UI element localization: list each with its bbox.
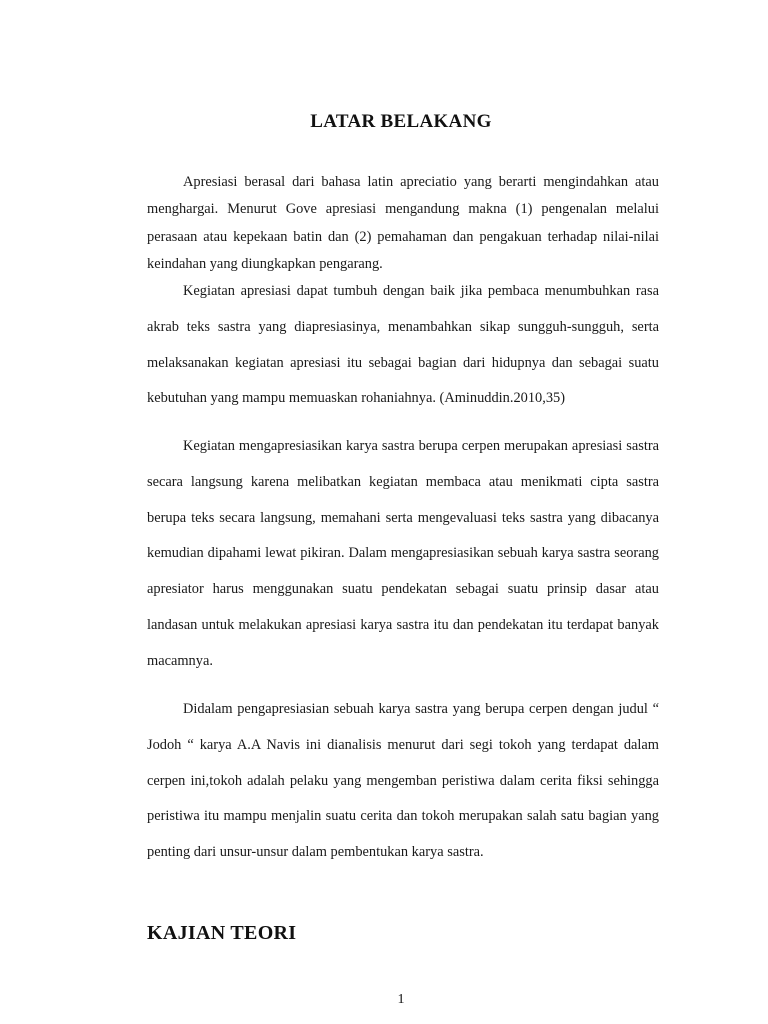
paragraph-mengapresiasikan-cerpen: Kegiatan mengapresiasikan karya sastra berupa cerpen merupakan apresiasi sastra secara langsung karena melibatkan kegiatan membaca atau menikmati cipta sastra berupa teks secara langsung, memahani serta mengevaluasi teks sastra yang dibacanya kemudian dipahami lewat pikiran. Dalam mengapresiasikan sebuah karya sastra seorang apresiator harus menggunakan suatu pendekatan sebagai suatu prinsip dasar atau landasan untuk melakukan apresiasi karya sastra itu dan pendekatan itu terdapat banyak macamnya. [147, 438, 659, 669]
page-number: 1 [397, 992, 405, 1007]
section-heading: KAJIAN TEORI [147, 922, 297, 944]
document-title: LATAR BELAKANG [310, 111, 492, 132]
paragraph-apresiasi-definition: Apresiasi berasal dari bahasa latin apreciatio yang berarti mengindahkan atau menghargai. Menurut Gove apresiasi mengandung makna (1) pengenalan melalui perasaan atau kepekaan batin dan (2) pemahaman dan pengakuan terhadap nilai-nilai keindahan yang diungkapkan pengarang. [147, 174, 659, 272]
paragraph-kegiatan-apresiasi: Kegiatan apresiasi dapat tumbuh dengan baik jika pembaca menumbuhkan rasa akrab teks sastra yang diapresiasinya, menambahkan sikap sungguh-sungguh, serta melaksanakan kegiatan apresiasi itu sebagai bagian dari hidupnya dan sebagai suatu kebutuhan yang mampu memuaskan rohaniahnya. (Aminuddin.2010,35) [147, 283, 659, 407]
paragraph-analisis-jodoh: Didalam pengapresiasian sebuah karya sastra yang berupa cerpen dengan judul “ Jodoh “ karya A.A Navis ini dianalisis menurut dari segi tokoh yang terdapat dalam cerpen ini,tokoh adalah pelaku yang mengemban peristiwa dalam cerita fiksi sehingga peristiwa itu mampu menjalin suatu cerita dan tokoh merupakan salah satu bagian yang penting dari unsur-unsur dalam pembentukan karya sastra. [147, 701, 659, 861]
